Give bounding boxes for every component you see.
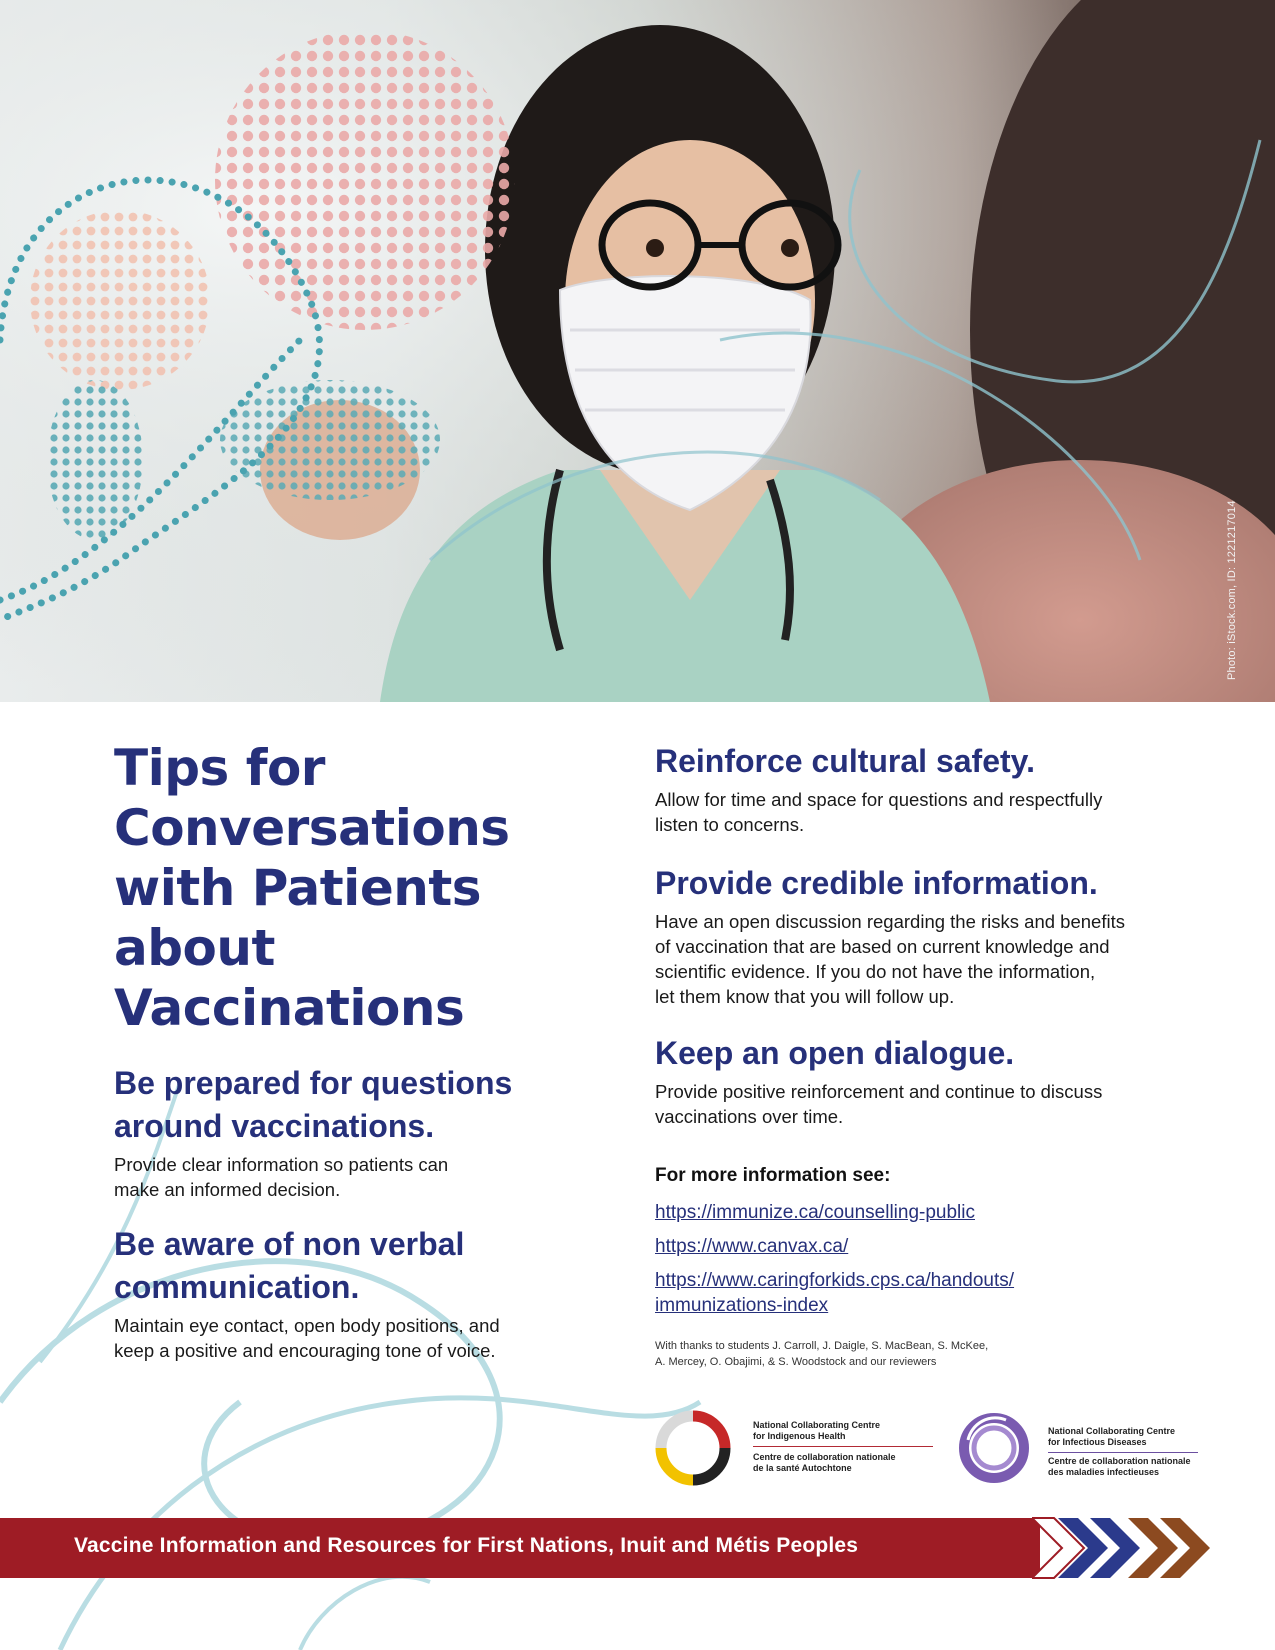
title-line: about	[114, 919, 275, 977]
section-body	[114, 1152, 594, 1202]
section-heading: Keep an open dialogue.	[655, 1035, 1015, 1071]
hero-illustration	[0, 0, 1275, 702]
nccih-logo-icon	[655, 1410, 731, 1486]
photo-credit: Photo: iStock.com, ID: 1221217014	[1226, 500, 1238, 680]
title-line: with Patients	[114, 859, 481, 917]
heading-line: Be prepared for questions	[114, 1065, 513, 1101]
section-be-prepared	[114, 1062, 594, 1202]
footer-text: Vaccine Information and Resources for First Nations, Inuit and Métis Peoples	[74, 1534, 859, 1557]
section-heading	[114, 1062, 594, 1148]
title-line: Vaccinations	[114, 979, 465, 1037]
section-non-verbal	[114, 1223, 594, 1363]
heading-line: around vaccinations.	[114, 1108, 435, 1144]
section-body	[655, 909, 1195, 1009]
title-line: Tips for	[114, 739, 325, 797]
footer-banner	[0, 1518, 1040, 1578]
link-caringforkids[interactable]: https://www.caringforkids.cps.ca/handouts/	[655, 1270, 1015, 1291]
nccid-name-fr: Centre de collaboration nationale des maladies infectieuses	[1048, 1456, 1191, 1477]
heading-line: communication.	[114, 1269, 360, 1305]
section-body	[655, 787, 1195, 837]
hero-photo	[0, 0, 1275, 702]
section-body	[655, 1079, 1195, 1129]
body-line: Provide positive reinforcement and continue to discuss	[655, 1081, 1103, 1102]
body-line: Maintain eye contact, open body positions, and	[114, 1315, 500, 1336]
page-title	[114, 738, 594, 1038]
body-line: vaccinations over time.	[655, 1106, 844, 1127]
section-cultural-safety	[655, 740, 1195, 837]
body-line: let them know that you will follow up.	[655, 986, 955, 1007]
nccid-divider	[1048, 1452, 1198, 1453]
more-info-heading: For more information see:	[655, 1165, 891, 1186]
chevron-arrows-icon	[1032, 1512, 1222, 1584]
acknowledgements	[655, 1338, 1075, 1370]
body-line: Provide clear information so patients can	[114, 1154, 449, 1175]
section-heading: Provide credible information.	[655, 865, 1098, 901]
nccih-divider	[753, 1446, 933, 1447]
nccid-name-en: National Collaborating Centre for Infectious Diseases	[1048, 1426, 1176, 1447]
body-line: keep a positive and encouraging tone of voice.	[114, 1340, 496, 1361]
heading-line: Be aware of non verbal	[114, 1226, 465, 1262]
thanks-line: A. Mercey, O. Obajimi, & S. Woodstock and our reviewers	[655, 1356, 937, 1368]
section-open-dialogue	[655, 1032, 1195, 1129]
body-line: of vaccination that are based on current knowledge and	[655, 936, 1110, 957]
title-line: Conversations	[114, 799, 510, 857]
body-line: Have an open discussion regarding the risks and benefits	[655, 911, 1125, 932]
nccih-name-en: National Collaborating Centre for Indigenous Health	[753, 1420, 881, 1441]
section-body	[114, 1313, 594, 1363]
thanks-line: With thanks to students J. Carroll, J. Daigle, S. MacBean, S. McKee,	[655, 1340, 989, 1352]
section-heading: Reinforce cultural safety.	[655, 743, 1035, 779]
body-line: scientific evidence. If you do not have the information,	[655, 961, 1096, 982]
body-line: Allow for time and space for questions and respectfully	[655, 789, 1103, 810]
section-credible-info	[655, 862, 1195, 1009]
link-immunize[interactable]: https://immunize.ca/counselling-public	[655, 1202, 975, 1223]
link-canvax[interactable]: https://www.canvax.ca/	[655, 1236, 849, 1257]
section-heading	[114, 1223, 594, 1309]
body-line: make an informed decision.	[114, 1179, 341, 1200]
nccid-logo-block	[956, 1410, 1206, 1490]
nccih-name-fr: Centre de collaboration nationale de la santé Autochtone	[753, 1452, 896, 1473]
nccih-logo-block	[655, 1410, 935, 1490]
nccid-logo-icon	[956, 1410, 1032, 1486]
link-caringforkids-cont[interactable]: immunizations-index	[655, 1295, 829, 1316]
body-line: listen to concerns.	[655, 814, 805, 835]
